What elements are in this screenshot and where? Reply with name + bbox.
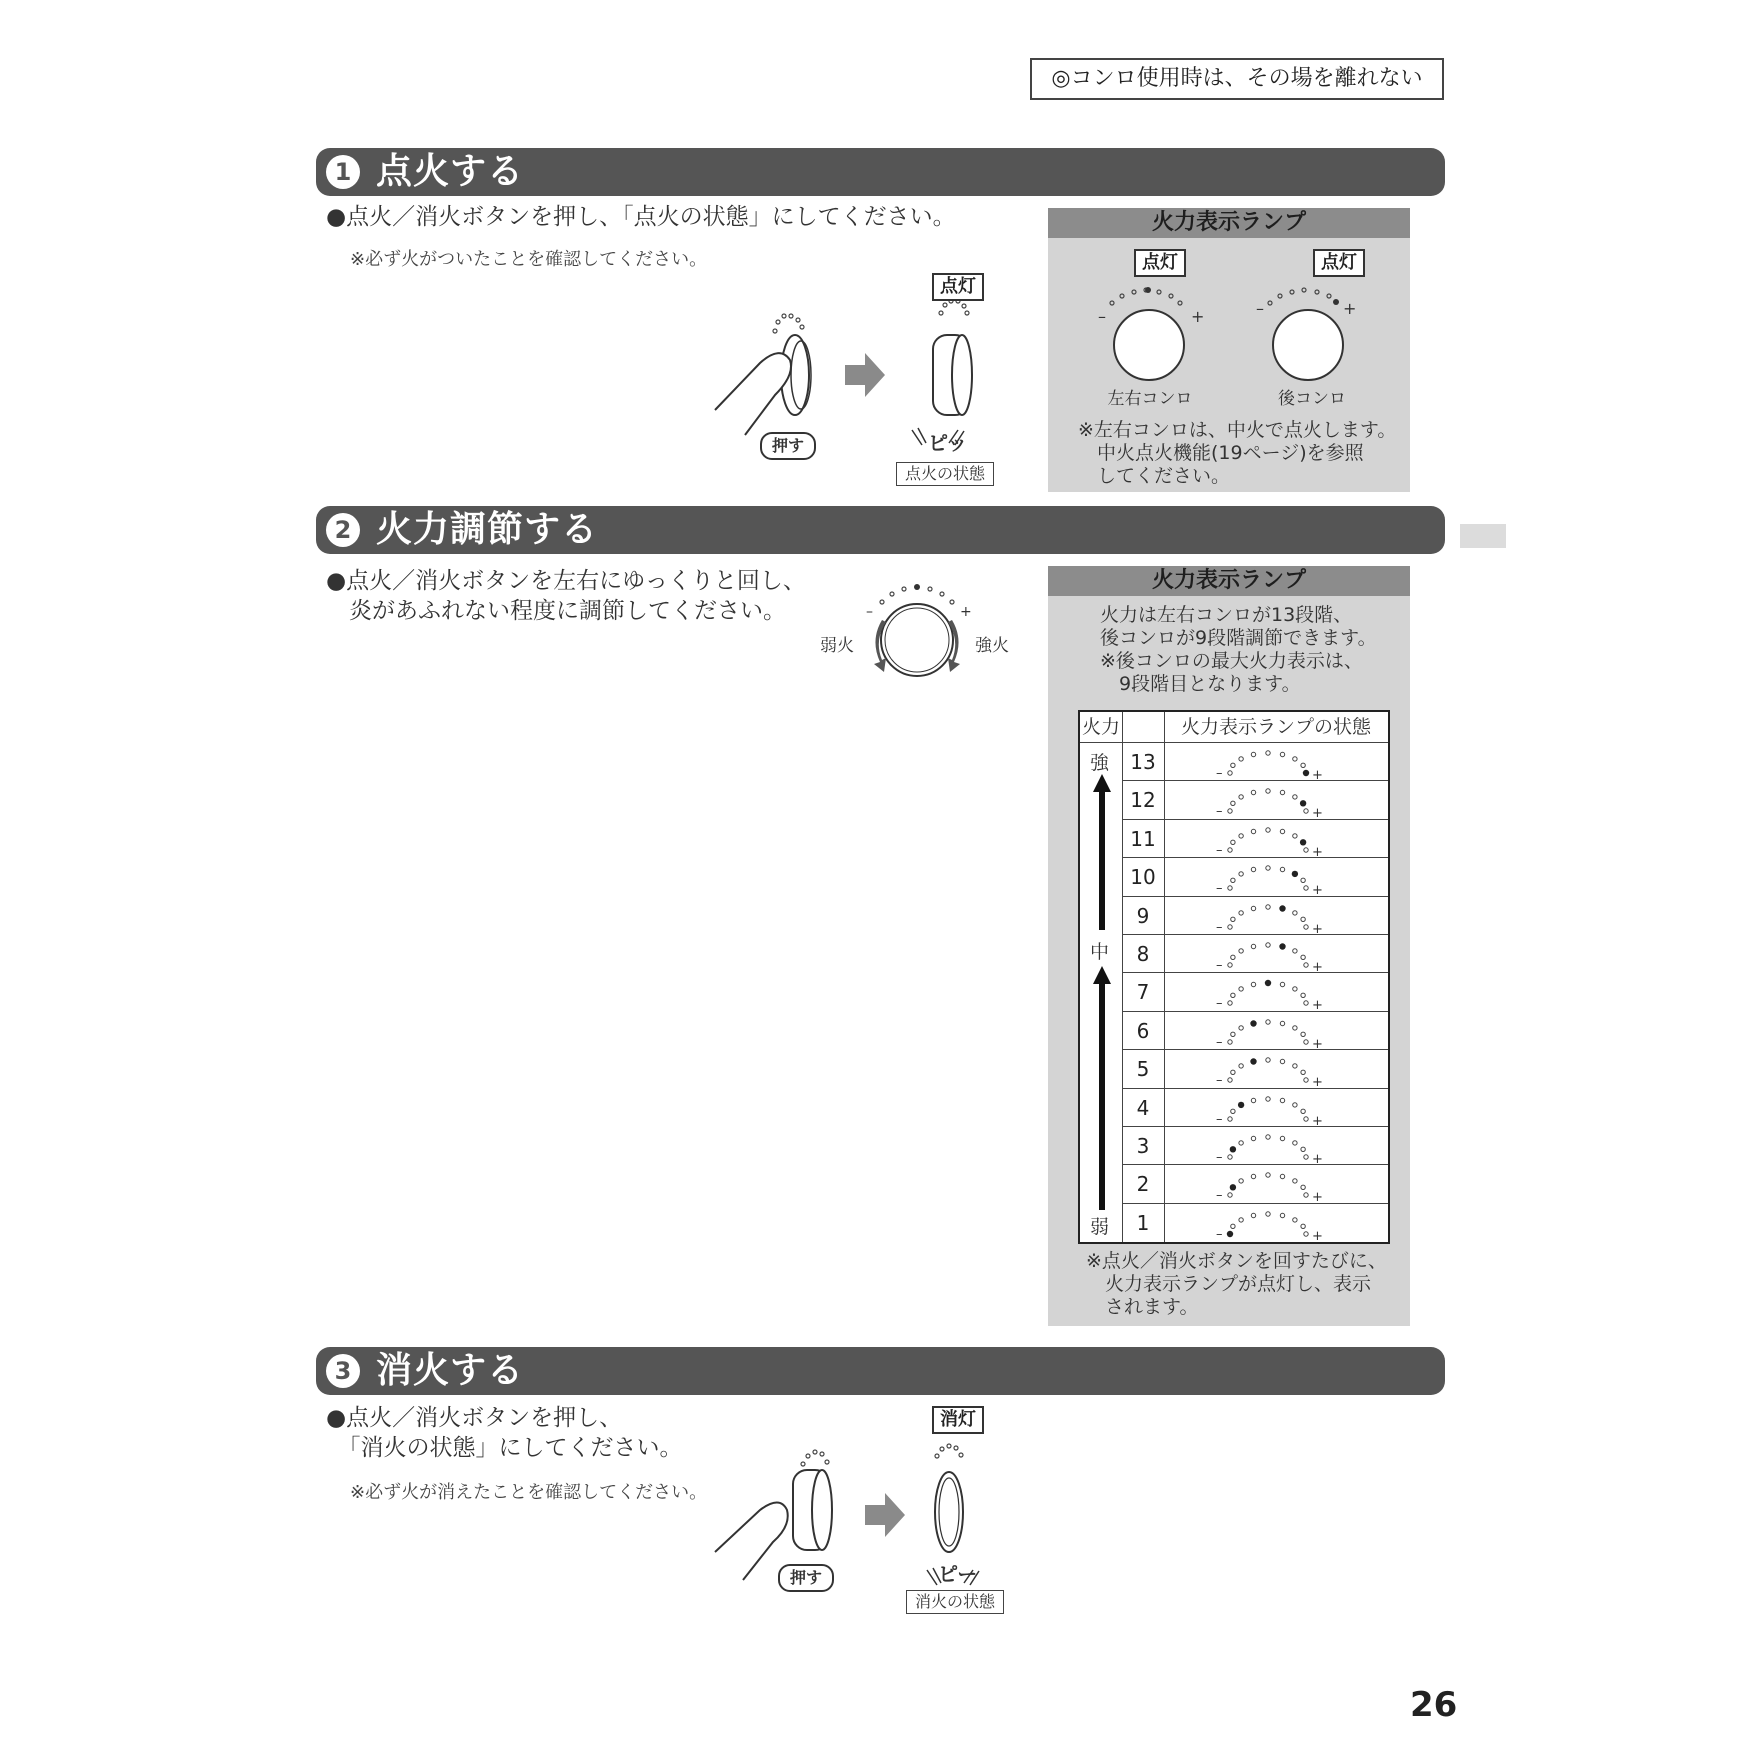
- lamp-state-icon: [1164, 1012, 1386, 1050]
- table-row: [1122, 1203, 1388, 1241]
- power-level-table: [1078, 710, 1390, 1244]
- table-row: [1122, 1011, 1388, 1049]
- power-level-value: 1: [1136, 1210, 1150, 1235]
- svg-text:–: –: [1216, 1150, 1223, 1165]
- panel-1-title: 火力表示ランプ: [1048, 208, 1410, 238]
- svg-text:–: –: [1216, 804, 1223, 820]
- rear-burner-caption: 後コンロ: [1278, 389, 1346, 409]
- svg-text:+: +: [1343, 299, 1357, 318]
- svg-text:+: +: [1312, 1228, 1323, 1242]
- svg-text:+: +: [1312, 998, 1323, 1012]
- beep-sound-1: ピッ: [928, 431, 968, 455]
- svg-text:+: +: [1312, 1113, 1323, 1127]
- svg-text:–: –: [1216, 1111, 1223, 1127]
- weak-flame-label: 弱火: [820, 636, 854, 656]
- adjust-knob-illustration: [860, 580, 980, 680]
- table-row: [1122, 972, 1388, 1010]
- svg-text:+: +: [1312, 1036, 1323, 1050]
- table-row: [1122, 1049, 1388, 1087]
- table-row: [1122, 1088, 1388, 1126]
- ignited-state-label: 点火の状態: [896, 462, 994, 486]
- section-2-title: 火力調節する: [376, 509, 599, 550]
- burner-knob-icon: [881, 604, 953, 676]
- svg-text:+: +: [1312, 1075, 1323, 1089]
- lamp-dots-icon: [773, 314, 804, 333]
- power-level-value: 2: [1136, 1172, 1150, 1197]
- svg-text:–: –: [1256, 299, 1264, 318]
- side-tab: [1460, 524, 1506, 548]
- table-row: [1122, 896, 1388, 934]
- power-level-value: 7: [1136, 980, 1150, 1005]
- table-row: [1122, 934, 1388, 972]
- lamp-state-icon: [1164, 1050, 1386, 1088]
- section-1-header: [316, 148, 1445, 196]
- lamp-state-icon: [1164, 935, 1386, 973]
- section-3-header: [316, 1347, 1445, 1395]
- lamp-state-icon: [1164, 973, 1386, 1011]
- lamp-state-icon: [1164, 1165, 1386, 1203]
- power-level-value: 10: [1130, 865, 1156, 890]
- lamp-state-icon: [1164, 781, 1386, 819]
- finger-icon: [715, 353, 791, 435]
- safety-note: ◎コンロ使用時は、その場を離れない: [1030, 58, 1444, 100]
- finger-icon: [715, 1503, 788, 1581]
- svg-text:+: +: [1312, 921, 1323, 935]
- section-2-number: 2: [326, 513, 360, 547]
- level-weak-label: 弱: [1090, 1216, 1110, 1238]
- svg-text:–: –: [1216, 1188, 1223, 1204]
- level-strong-label: 強: [1090, 752, 1110, 774]
- up-arrow-icon: [1092, 774, 1112, 1212]
- panel-1-lit-right: 点灯: [1313, 249, 1365, 277]
- power-level-value: 4: [1136, 1095, 1150, 1120]
- svg-text:–: –: [1216, 1226, 1223, 1242]
- svg-text:–: –: [866, 604, 873, 620]
- table-row: [1122, 1164, 1388, 1202]
- lamp-knobs-illustration: [1090, 280, 1390, 390]
- section-1-instruction: ●点火／消火ボタンを押し、「点火の状態」にしてください。: [326, 204, 956, 230]
- page-number: 26: [1410, 1685, 1458, 1725]
- left-burner-knob-icon: [1114, 310, 1184, 380]
- lamp-state-icon: [1164, 820, 1386, 858]
- col-state-header: 火力表示ランプの状態: [1180, 716, 1371, 738]
- svg-text:+: +: [1312, 844, 1323, 858]
- svg-text:+: +: [1312, 960, 1323, 973]
- power-level-value: 12: [1130, 788, 1156, 813]
- section-3-instruction: ●点火／消火ボタンを押し、 「消火の状態」にしてください。: [326, 1405, 683, 1461]
- svg-text:+: +: [1312, 883, 1323, 897]
- svg-text:+: +: [1312, 806, 1323, 820]
- svg-text:+: +: [1312, 768, 1323, 781]
- col-power-header: 火力: [1081, 716, 1120, 738]
- arrow-right-icon: [865, 1493, 905, 1537]
- svg-text:–: –: [1216, 1034, 1223, 1050]
- push-label-1: 押す: [760, 432, 816, 460]
- table-row: [1122, 1126, 1388, 1164]
- table-row: [1122, 742, 1388, 780]
- section-2-instruction: ●点火／消火ボタンを左右にゆっくりと回し、 炎があふれない程度に調節してください。: [326, 568, 806, 624]
- left-right-burner-caption: 左右コンロ: [1107, 389, 1193, 409]
- panel-2-note: ※点火／消火ボタンを回すたびに、 火力表示ランプが点灯し、表示 されます。: [1086, 1250, 1387, 1318]
- table-row: [1122, 857, 1388, 895]
- svg-text:+: +: [1312, 1190, 1323, 1204]
- section-3-title: 消火する: [376, 1350, 525, 1391]
- lit-label-1: 点灯: [932, 273, 984, 301]
- panel-1-note: ※左右コンロは、中火で点火します。 中火点火機能(19ページ)を参照 してください。: [1078, 419, 1397, 487]
- svg-text:–: –: [1216, 766, 1223, 781]
- power-level-value: 13: [1130, 750, 1156, 774]
- panel-2-title: 火力表示ランプ: [1048, 566, 1410, 596]
- push-label-3: 押す: [778, 1564, 834, 1592]
- power-level-value: 5: [1136, 1057, 1150, 1082]
- svg-text:+: +: [960, 604, 972, 620]
- svg-text:–: –: [1216, 919, 1223, 935]
- section-3-note: ※必ず火が消えたことを確認してください。: [350, 1482, 708, 1503]
- panel-2-intro: 火力は左右コンロが13段階、 後コンロが9段階調節できます。 ※後コンロの最大火力表示は、 9段階目となります。: [1100, 604, 1377, 695]
- section-1-note: ※必ず火がついたことを確認してください。: [350, 249, 708, 270]
- unlit-label: 消灯: [932, 1406, 984, 1434]
- section-1-number: 1: [326, 155, 360, 189]
- section-1-title: 点火する: [376, 151, 525, 192]
- strong-flame-label: 強火: [975, 636, 1009, 656]
- panel-1-lit-left: 点灯: [1134, 249, 1186, 277]
- lamp-state-icon: [1164, 1127, 1386, 1165]
- lamp-state-icon: [1164, 897, 1386, 935]
- table-row: [1122, 780, 1388, 818]
- power-level-value: 8: [1136, 942, 1150, 966]
- power-level-value: 11: [1130, 826, 1156, 851]
- extinguished-state-label: 消火の状態: [906, 1590, 1004, 1614]
- extinguish-illustration: [705, 1440, 1005, 1615]
- lamp-state-icon: [1164, 1089, 1386, 1127]
- rear-burner-knob-icon: [1273, 310, 1343, 380]
- lamp-state-icon: [1164, 858, 1386, 896]
- svg-text:–: –: [1216, 881, 1223, 897]
- svg-text:–: –: [1216, 996, 1223, 1012]
- power-level-value: 9: [1136, 903, 1150, 928]
- arrow-right-icon: [845, 353, 885, 397]
- beep-sound-3: ピー: [938, 1562, 978, 1586]
- svg-text:–: –: [1216, 958, 1223, 973]
- svg-text:+: +: [1191, 307, 1205, 326]
- ignition-illustration: [705, 275, 1005, 490]
- power-level-value: 3: [1136, 1134, 1150, 1158]
- lamp-state-icon: [1164, 1204, 1386, 1242]
- section-2-header: [316, 506, 1445, 554]
- power-level-value: 6: [1136, 1018, 1150, 1043]
- level-mid-label: 中: [1090, 941, 1110, 963]
- svg-text:+: +: [1312, 1152, 1323, 1165]
- section-3-number: 3: [326, 1354, 360, 1388]
- svg-text:–: –: [1098, 307, 1106, 326]
- table-row: [1122, 819, 1388, 857]
- lamp-state-icon: [1164, 743, 1386, 781]
- svg-text:–: –: [1216, 842, 1223, 858]
- svg-text:–: –: [1216, 1073, 1223, 1089]
